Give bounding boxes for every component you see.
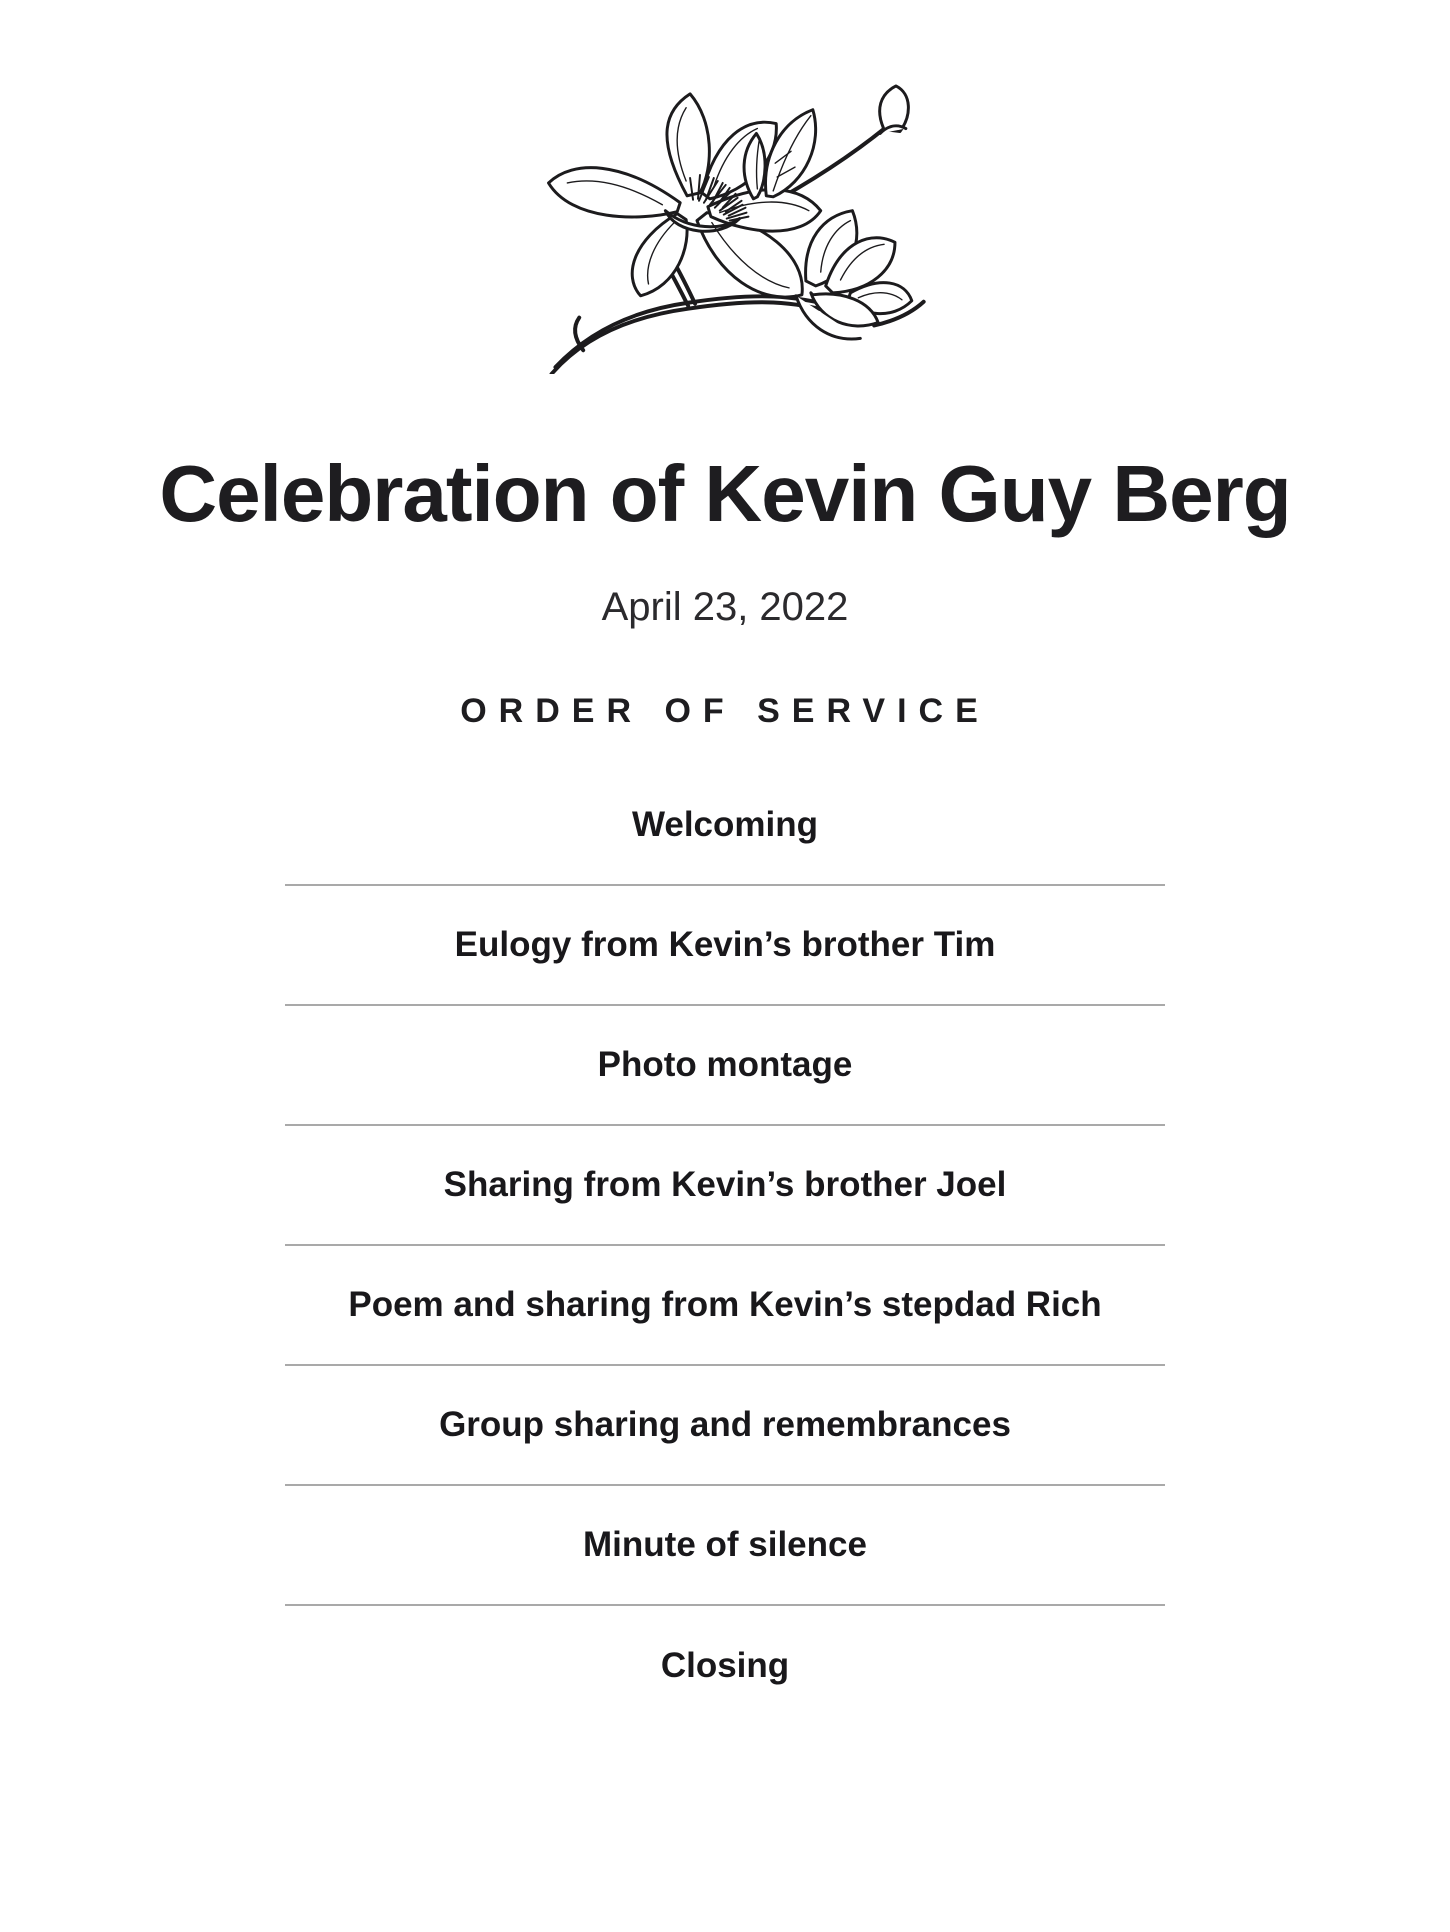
- order-of-service-heading: ORDER OF SERVICE: [460, 692, 990, 730]
- order-item-sharing-joel: Sharing from Kevin’s brother Joel: [285, 1126, 1165, 1246]
- order-item-poem-rich: Poem and sharing from Kevin’s stepdad Rich: [285, 1246, 1165, 1366]
- order-item-eulogy: Eulogy from Kevin’s brother Tim: [285, 886, 1165, 1006]
- page-title: Celebration of Kevin Guy Berg: [159, 449, 1291, 538]
- service-date: April 23, 2022: [601, 585, 849, 629]
- open-flower: [549, 94, 821, 297]
- top-bud: [880, 86, 909, 134]
- order-item-group-sharing: Group sharing and remembrances: [285, 1366, 1165, 1486]
- order-of-service-list: [285, 766, 1165, 1726]
- order-item-closing: Closing: [660, 1646, 790, 1686]
- memorial-program-page: [0, 82, 1450, 1932]
- order-item-photo-montage: Photo montage: [285, 1006, 1165, 1126]
- order-item-minute-of-silence: Minute of silence: [285, 1486, 1165, 1606]
- magnolia-branch-illustration: [462, 82, 932, 374]
- order-item-welcoming: Welcoming: [285, 766, 1165, 886]
